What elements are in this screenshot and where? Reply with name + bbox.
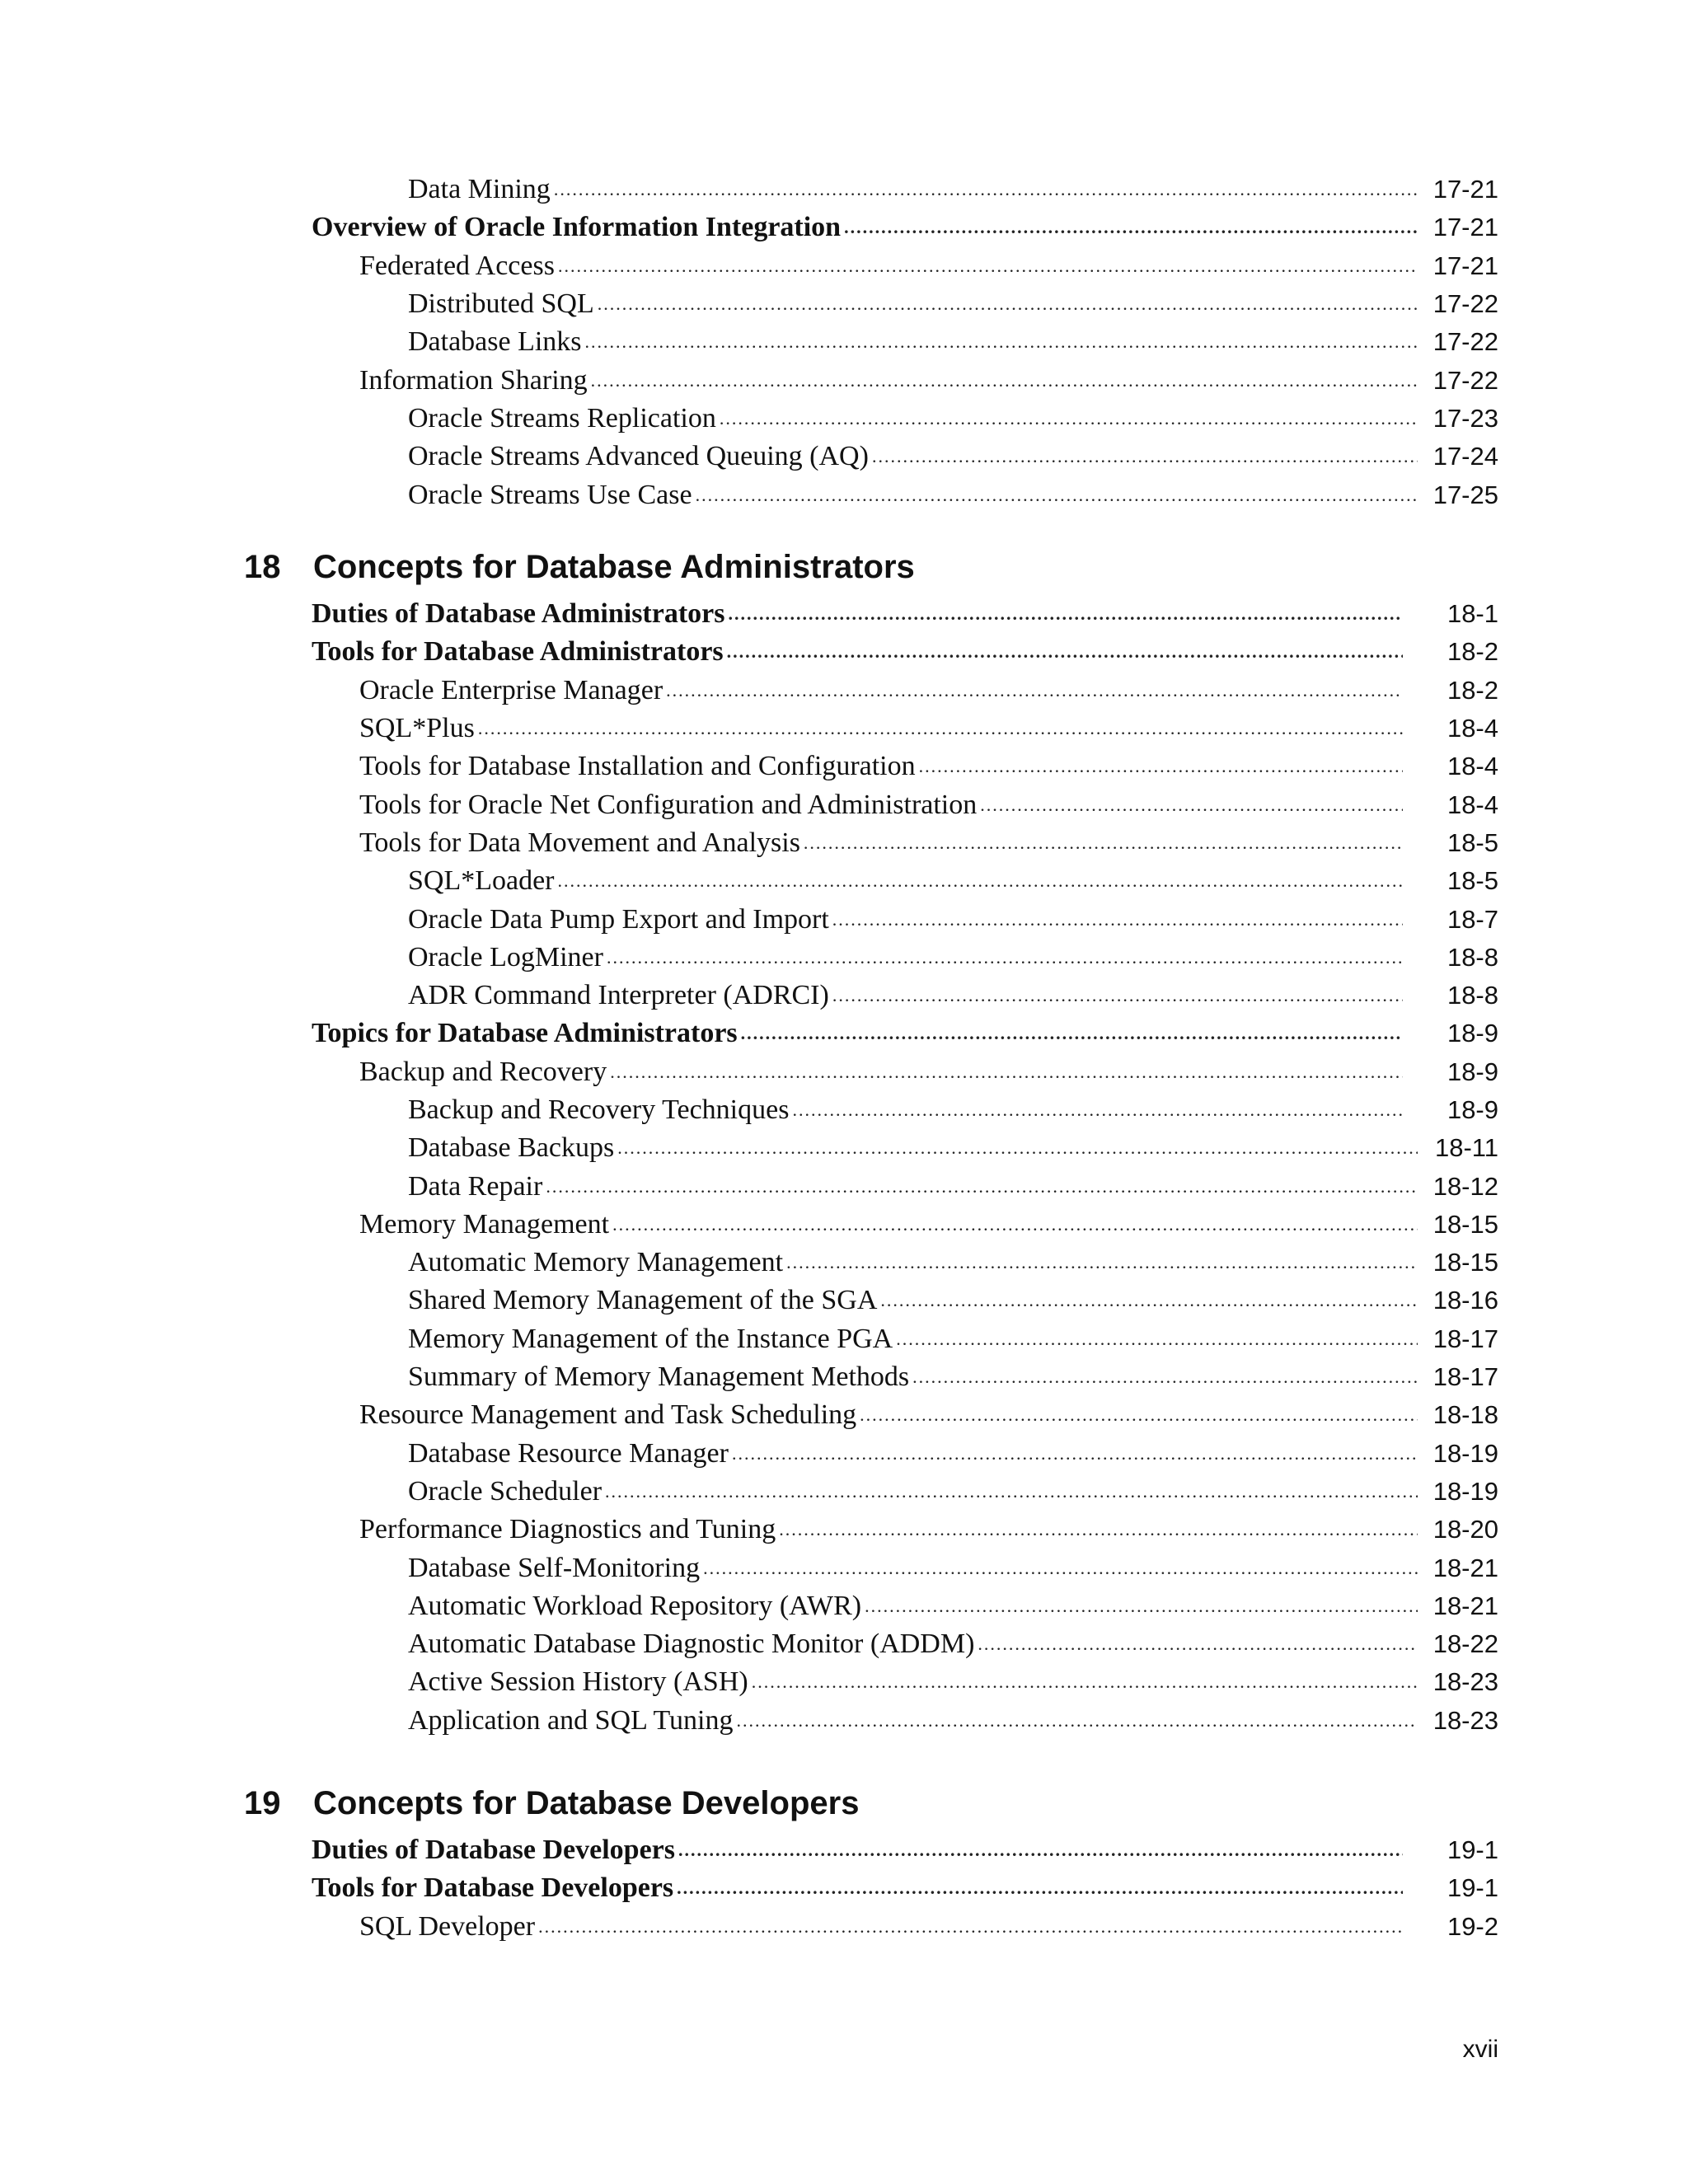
dot-leader xyxy=(617,1137,1418,1159)
toc-entry-title: Summary of Memory Management Methods xyxy=(408,1361,910,1393)
chapter-number: 19 xyxy=(244,1784,281,1821)
toc-entry-title: Oracle Streams Use Case xyxy=(408,479,692,510)
toc-entry[interactable] xyxy=(0,862,1688,900)
chapter-title[interactable]: Concepts for Database Administrators xyxy=(313,548,915,585)
dot-leader xyxy=(919,756,1403,777)
toc-entry[interactable] xyxy=(0,209,1688,246)
toc-entry-title: Oracle Enterprise Manager xyxy=(359,674,663,705)
dot-leader xyxy=(666,680,1403,701)
toc-entry[interactable] xyxy=(0,1091,1688,1129)
toc-entry-page: 18-4 xyxy=(1447,714,1498,743)
toc-entry-title: Automatic Workload Repository (AWR) xyxy=(408,1590,862,1621)
chapter-title[interactable]: Concepts for Database Developers xyxy=(313,1784,860,1821)
toc-entry-title: Active Session History (ASH) xyxy=(408,1666,748,1698)
toc-entry[interactable] xyxy=(0,1511,1688,1549)
toc-entry-title: Topics for Database Administrators xyxy=(312,1018,738,1049)
toc-entry[interactable] xyxy=(0,1549,1688,1586)
dot-leader xyxy=(779,1519,1418,1540)
toc-entry-label xyxy=(312,209,1418,246)
dot-leader xyxy=(752,1671,1418,1693)
toc-entry-page: 19-2 xyxy=(1447,1911,1498,1941)
toc-entry[interactable] xyxy=(0,710,1688,748)
toc-entry-title: Overview of Oracle Information Integration xyxy=(312,212,842,243)
toc-entry-page: 17-21 xyxy=(1432,213,1498,242)
dot-leader xyxy=(720,408,1418,429)
toc-entry[interactable] xyxy=(0,672,1688,710)
toc-entry-title: Oracle Streams Replication xyxy=(408,402,716,434)
toc-entry[interactable] xyxy=(0,361,1688,399)
toc-entry[interactable] xyxy=(0,1244,1688,1282)
toc-entry-page: 18-9 xyxy=(1447,1019,1498,1048)
toc-entry-title: Automatic Memory Management xyxy=(408,1247,784,1278)
toc-entry-label xyxy=(408,1167,1418,1205)
toc-entry[interactable] xyxy=(0,323,1688,361)
toc-entry-label xyxy=(359,1053,1403,1091)
toc-entry-page: 18-17 xyxy=(1432,1324,1498,1353)
toc-entry[interactable] xyxy=(0,748,1688,785)
chapter-heading xyxy=(0,1780,1688,1826)
toc-entry-page: 17-22 xyxy=(1432,365,1498,395)
dot-leader xyxy=(696,485,1418,506)
toc-entry[interactable] xyxy=(0,939,1688,977)
toc-entry-page: 18-8 xyxy=(1447,981,1498,1010)
toc-entry-label xyxy=(359,1511,1418,1549)
toc-entry-page: 18-22 xyxy=(1432,1629,1498,1659)
toc-entry-label xyxy=(408,285,1418,323)
toc-entry-label xyxy=(408,1320,1418,1358)
dot-leader xyxy=(678,1840,1403,1861)
toc-entry-page: 18-23 xyxy=(1432,1667,1498,1697)
chapter-19-entries xyxy=(0,1831,1688,1946)
toc-entry-title: Distributed SQL xyxy=(408,288,594,320)
toc-entry-title: Federated Access xyxy=(359,250,555,281)
toc-entry-label xyxy=(408,476,1418,513)
toc-entry-label xyxy=(359,824,1403,862)
toc-entry-label xyxy=(359,361,1418,399)
toc-entry-label xyxy=(359,1206,1418,1244)
toc-entry-title: Backup and Recovery xyxy=(359,1056,607,1087)
toc-entry-title: Shared Memory Management of the SGA xyxy=(408,1285,878,1316)
toc-entry-page: 18-23 xyxy=(1432,1705,1498,1735)
toc-section-continued xyxy=(0,171,1688,514)
toc-entry-label xyxy=(312,633,1403,671)
toc-entry[interactable] xyxy=(0,1282,1688,1319)
chapter-number: 18 xyxy=(244,548,281,585)
toc-entry-page: 17-23 xyxy=(1432,403,1498,433)
toc-entry-title: Database Resource Manager xyxy=(408,1437,729,1469)
toc-entry-label xyxy=(312,1869,1403,1907)
toc-entry-title: SQL*Loader xyxy=(408,865,555,897)
toc-entry-title: Oracle Data Pump Export and Import xyxy=(408,903,829,935)
toc-entry-title: Oracle LogMiner xyxy=(408,941,603,972)
dot-leader xyxy=(612,1214,1418,1235)
toc-entry-page: 18-17 xyxy=(1432,1362,1498,1392)
toc-entry-label xyxy=(408,1549,1418,1586)
toc-entry-title: Resource Management and Task Scheduling xyxy=(359,1399,857,1431)
toc-entry-title: Tools for Database Developers xyxy=(312,1872,674,1904)
toc-entry-page: 18-2 xyxy=(1447,637,1498,667)
dot-leader xyxy=(832,909,1403,930)
toc-entry-page: 19-1 xyxy=(1447,1835,1498,1865)
dot-leader xyxy=(554,179,1418,200)
toc-entry-page: 18-15 xyxy=(1432,1209,1498,1239)
toc-entry-page: 18-11 xyxy=(1435,1133,1498,1163)
toc-entry-label xyxy=(408,1473,1418,1511)
toc-entry-label xyxy=(312,1015,1403,1052)
dot-leader xyxy=(896,1329,1418,1350)
dot-leader xyxy=(832,985,1403,1006)
toc-entry-label xyxy=(408,438,1418,476)
chapter-heading xyxy=(0,544,1688,590)
toc-entry[interactable] xyxy=(0,1167,1688,1205)
dot-leader xyxy=(538,1916,1403,1938)
toc-entry-label xyxy=(312,595,1403,633)
dot-leader xyxy=(558,255,1418,277)
toc-entry-title: Memory Management of the Instance PGA xyxy=(408,1323,893,1354)
dot-leader xyxy=(804,832,1403,854)
toc-entry-title: Automatic Database Diagnostic Monitor (ADDM) xyxy=(408,1629,975,1660)
toc-entry-label xyxy=(408,1625,1418,1663)
toc-entry-page: 18-4 xyxy=(1447,790,1498,819)
toc-entry-title: SQL*Plus xyxy=(359,713,475,744)
chapter-19-section xyxy=(0,1780,1688,1946)
toc-entry-page: 18-15 xyxy=(1432,1248,1498,1277)
dot-leader xyxy=(728,603,1403,625)
toc-entry[interactable] xyxy=(0,824,1688,862)
toc-entry-label xyxy=(359,1396,1418,1434)
toc-entry-label xyxy=(408,900,1403,938)
dot-leader xyxy=(732,1443,1418,1465)
toc-entry-title: Data Mining xyxy=(408,174,551,205)
toc-entry-page: 17-24 xyxy=(1432,442,1498,471)
toc-entry-label xyxy=(408,1358,1418,1396)
toc-entry-page: 18-16 xyxy=(1432,1286,1498,1315)
dot-leader xyxy=(978,1633,1418,1655)
toc-entry-label xyxy=(408,400,1418,438)
toc-entry-title: Database Self-Monitoring xyxy=(408,1552,701,1583)
toc-entry-title: Performance Diagnostics and Tuning xyxy=(359,1514,776,1545)
toc-entry-page: 18-21 xyxy=(1432,1591,1498,1620)
toc-entry[interactable] xyxy=(0,1473,1688,1511)
toc-entry[interactable] xyxy=(0,438,1688,476)
toc-entry-title: SQL Developer xyxy=(359,1910,536,1942)
toc-entry-title: Database Backups xyxy=(408,1132,615,1164)
toc-entry[interactable] xyxy=(0,1396,1688,1434)
dot-leader xyxy=(546,1176,1418,1197)
toc-entry-label xyxy=(408,1129,1418,1167)
toc-entry[interactable] xyxy=(0,1869,1688,1907)
dot-leader xyxy=(605,1481,1418,1502)
page-number: xvii xyxy=(1462,2036,1498,2063)
dot-leader xyxy=(872,446,1418,467)
toc-entry-page: 18-2 xyxy=(1447,675,1498,705)
toc-entry-page: 19-1 xyxy=(1447,1873,1498,1903)
toc-entry[interactable] xyxy=(0,1435,1688,1473)
toc-entry[interactable] xyxy=(0,1206,1688,1244)
toc-entry-title: Tools for Database Installation and Configuration xyxy=(359,751,916,782)
dot-leader xyxy=(737,1710,1418,1732)
chapter-18-entries xyxy=(0,595,1688,1740)
toc-entry-page: 18-12 xyxy=(1432,1171,1498,1201)
toc-entry-label xyxy=(408,977,1403,1015)
dot-leader xyxy=(591,370,1418,391)
dot-leader xyxy=(703,1558,1418,1579)
toc-entry[interactable] xyxy=(0,1625,1688,1663)
toc-entry-page: 17-22 xyxy=(1432,289,1498,319)
toc-entry-title: Backup and Recovery Techniques xyxy=(408,1094,790,1125)
toc-entry-title: Application and SQL Tuning xyxy=(408,1704,734,1736)
chapter-18-section xyxy=(0,544,1688,1740)
toc-entry[interactable] xyxy=(0,900,1688,938)
toc-entry-page: 18-7 xyxy=(1447,904,1498,934)
toc-entry-page: 18-9 xyxy=(1447,1057,1498,1086)
toc-entry-title: Oracle Streams Advanced Queuing (AQ) xyxy=(408,441,869,472)
toc-entry-page: 17-25 xyxy=(1432,480,1498,509)
toc-entry-page: 18-8 xyxy=(1447,942,1498,972)
toc-entry-page: 18-5 xyxy=(1447,866,1498,896)
toc-entry-label xyxy=(408,1702,1418,1740)
toc-entry[interactable] xyxy=(0,1320,1688,1358)
dot-leader xyxy=(607,947,1403,968)
dot-leader xyxy=(786,1252,1418,1273)
toc-entry-label xyxy=(408,1091,1403,1129)
toc-entry-label xyxy=(359,1908,1403,1946)
toc-entry-label xyxy=(359,672,1403,710)
toc-entry-title: Oracle Scheduler xyxy=(408,1475,603,1507)
toc-entry-page: 18-19 xyxy=(1432,1438,1498,1468)
toc-entry[interactable] xyxy=(0,171,1688,209)
toc-entry-title: ADR Command Interpreter (ADRCI) xyxy=(408,980,829,1011)
dot-leader xyxy=(912,1366,1418,1388)
dot-leader xyxy=(980,794,1403,816)
toc-entry-title: Information Sharing xyxy=(359,364,588,396)
toc-entry-page: 18-18 xyxy=(1432,1400,1498,1430)
toc-entry-label xyxy=(408,1663,1418,1701)
toc-entry-title: Data Repair xyxy=(408,1170,543,1202)
toc-entry-label xyxy=(408,862,1403,900)
dot-leader xyxy=(860,1404,1418,1426)
toc-entry-page: 18-21 xyxy=(1432,1553,1498,1582)
toc-entry-label xyxy=(359,785,1403,823)
toc-entry-label xyxy=(408,323,1418,361)
toc-entry[interactable] xyxy=(0,1053,1688,1091)
toc-entry-page: 18-19 xyxy=(1432,1476,1498,1506)
toc-entry-label xyxy=(408,939,1403,977)
toc-entry-page: 17-22 xyxy=(1432,327,1498,357)
toc-entry-title: Database Links xyxy=(408,326,582,358)
toc-entry[interactable] xyxy=(0,1129,1688,1167)
toc-entry-title: Tools for Data Movement and Analysis xyxy=(359,827,800,858)
toc-entry-title: Tools for Oracle Net Configuration and Administration xyxy=(359,789,978,820)
dot-leader xyxy=(792,1099,1403,1121)
toc-entry[interactable] xyxy=(0,633,1688,671)
toc-entry-title: Tools for Database Administrators xyxy=(312,636,724,668)
toc-entry-page: 18-5 xyxy=(1447,827,1498,857)
toc-entry[interactable] xyxy=(0,1831,1688,1869)
toc-entry-label xyxy=(359,247,1418,285)
toc-entry-label xyxy=(359,710,1403,748)
toc-entry[interactable] xyxy=(0,977,1688,1015)
toc-entry[interactable] xyxy=(0,1702,1688,1740)
toc-entry-page: 17-21 xyxy=(1432,175,1498,204)
toc-entry[interactable] xyxy=(0,1908,1688,1946)
toc-entry[interactable] xyxy=(0,400,1688,438)
toc-entry-title: Duties of Database Developers xyxy=(312,1835,675,1866)
dot-leader xyxy=(865,1596,1418,1617)
toc-entry-page: 18-1 xyxy=(1447,599,1498,629)
toc-entry[interactable] xyxy=(0,1587,1688,1625)
toc-entry-label xyxy=(408,171,1418,209)
dot-leader xyxy=(478,718,1403,739)
toc-entry[interactable] xyxy=(0,476,1688,513)
toc-entry-page: 18-4 xyxy=(1447,752,1498,781)
dot-leader xyxy=(558,870,1403,892)
dot-leader xyxy=(844,217,1418,238)
dot-leader xyxy=(677,1877,1403,1899)
dot-leader xyxy=(880,1290,1418,1311)
toc-entry-label xyxy=(408,1244,1418,1282)
toc-entry-page: 18-9 xyxy=(1447,1095,1498,1124)
dot-leader xyxy=(741,1023,1403,1044)
dot-leader xyxy=(598,293,1418,315)
toc-entry-page: 17-21 xyxy=(1432,251,1498,280)
toc-entry-label xyxy=(312,1831,1403,1869)
toc-entry[interactable] xyxy=(0,247,1688,285)
toc-entry[interactable] xyxy=(0,595,1688,633)
toc-entry-title: Duties of Database Administrators xyxy=(312,598,725,630)
toc-entry-label xyxy=(359,748,1403,785)
dot-leader xyxy=(585,331,1418,353)
toc-entry-label xyxy=(408,1435,1418,1473)
toc-entry[interactable] xyxy=(0,1358,1688,1396)
toc-entry[interactable] xyxy=(0,285,1688,323)
toc-entry[interactable] xyxy=(0,785,1688,823)
toc-entry-label xyxy=(408,1587,1418,1625)
toc-entry[interactable] xyxy=(0,1663,1688,1701)
dot-leader xyxy=(727,641,1403,663)
toc-entry[interactable] xyxy=(0,1015,1688,1052)
toc-entry-label xyxy=(408,1282,1418,1319)
toc-entry-title: Memory Management xyxy=(359,1208,610,1240)
dot-leader xyxy=(610,1062,1403,1083)
toc-entry-page: 18-20 xyxy=(1432,1515,1498,1544)
